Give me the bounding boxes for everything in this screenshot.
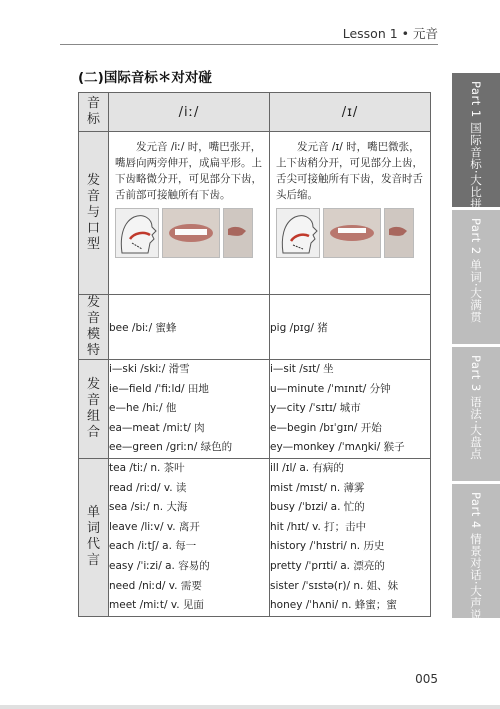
symbol-iː: /iː/ — [109, 93, 270, 132]
list-item: i—ski /skiː/ 滑雪 — [109, 363, 190, 375]
list-item: ee—green /griːn/ 绿色的 — [109, 441, 233, 454]
list-item: each /iːtʃ/ a. 每一 — [109, 540, 197, 553]
part-tabs — [452, 73, 500, 621]
row-label-pronunciation: 发 音 与 口 型 — [79, 132, 109, 295]
lips-front-image — [162, 208, 220, 258]
tab-label: Part 2 单词·大满贯 — [469, 218, 483, 323]
words-row — [79, 458, 431, 616]
mouth-images — [270, 206, 430, 268]
list-item: tea /tiː/ n. 茶叶 — [109, 461, 185, 474]
lips-side-image — [223, 208, 253, 258]
tab-part-2[interactable] — [452, 210, 500, 344]
combination-row — [79, 360, 431, 459]
mouth-cross-section-image — [276, 208, 320, 258]
word-list-iː — [109, 458, 270, 616]
list-item: sister /ˈsɪstə(r)/ n. 姐、妹 — [270, 579, 399, 592]
list-item: busy /ˈbɪzi/ a. 忙的 — [270, 501, 365, 514]
pronunciation-row — [79, 132, 431, 295]
list-item: mist /mɪst/ n. 薄雾 — [270, 481, 365, 494]
list-item: u—minute /ˈmɪnɪt/ 分钟 — [270, 382, 391, 395]
row-label-words: 单 词 代 言 — [79, 458, 109, 616]
row-label-symbol: 音 标 — [79, 93, 109, 132]
combination-list-ɪ — [270, 360, 431, 459]
list-item: read /riːd/ v. 读 — [109, 481, 187, 494]
symbol-row — [79, 93, 431, 132]
combination-list-iː — [109, 360, 270, 459]
mouth-cross-section-image — [115, 208, 159, 258]
list-item: leave /liːv/ v. 离开 — [109, 520, 200, 533]
row-label-model: 发 音 模 特 — [79, 295, 109, 360]
model-word-ɪ: pig /pɪg/ 猪 — [270, 295, 431, 360]
phonetic-comparison-table — [78, 92, 431, 617]
symbol-ɪ: /ɪ/ — [270, 93, 431, 132]
tab-label: Part 4 情景对话·大声说 — [469, 492, 483, 621]
tab-part-4[interactable] — [452, 484, 500, 621]
list-item: e—he /hiː/ 他 — [109, 402, 177, 415]
word-list-ɪ — [270, 458, 431, 616]
tab-label: Part 1 国际音标·大比拼 — [469, 81, 483, 210]
tab-label: Part 3 语法·大盘点 — [469, 355, 483, 460]
list-item: i—sit /sɪt/ 坐 — [270, 363, 334, 375]
page-bottom-band — [0, 705, 500, 709]
list-item: sea /siː/ n. 大海 — [109, 501, 188, 514]
list-item: meet /miːt/ v. 见面 — [109, 599, 204, 612]
list-item: e—begin /bɪˈgɪn/ 开始 — [270, 421, 382, 434]
pronunciation-cell-ɪ — [270, 132, 431, 295]
section-title: (二)国际音标＊对对碰 — [78, 70, 212, 86]
running-header: Lesson 1 • 元音 — [342, 26, 438, 41]
list-item: ea—meat /miːt/ 肉 — [109, 421, 205, 434]
lips-side-image — [384, 208, 414, 258]
lips-front-image — [323, 208, 381, 258]
model-row — [79, 295, 431, 360]
mouth-images — [109, 206, 269, 268]
list-item: honey /ˈhʌni/ n. 蜂蜜；蜜 — [270, 599, 397, 612]
page-number: 005 — [415, 672, 438, 686]
row-label-combination: 发 音 组 合 — [79, 360, 109, 459]
model-word-iː: bee /biː/ 蜜蜂 — [109, 295, 270, 360]
list-item: history /ˈhɪstri/ n. 历史 — [270, 540, 385, 553]
list-item: easy /ˈiːzi/ a. 容易的 — [109, 559, 210, 572]
list-item: ie—field /ˈfiːld/ 田地 — [109, 382, 209, 395]
pronunciation-cell-iː — [109, 132, 270, 295]
pronunciation-description: 发元音 /ɪ/ 时，嘴巴微张，上下齿稍分开，可见部分上齿，舌尖可接触所有下齿，发音时舌头后缩。 — [276, 141, 423, 201]
list-item: hit /hɪt/ v. 打；击中 — [270, 520, 367, 533]
list-item: ill /ɪl/ a. 有病的 — [270, 461, 344, 474]
list-item: pretty /ˈprɪti/ a. 漂亮的 — [270, 559, 385, 572]
header-rule — [60, 44, 438, 45]
list-item: ey—monkey /ˈmʌŋki/ 猴子 — [270, 441, 405, 454]
pronunciation-description: 发元音 /iː/ 时，嘴巴张开，嘴唇向两旁伸开，成扁平形。上下齿略微分开，可见部分下齿，舌前部可接触所有下齿。 — [115, 141, 262, 201]
tab-part-1[interactable] — [452, 73, 500, 210]
list-item: need /niːd/ v. 需要 — [109, 579, 202, 592]
tab-part-3[interactable] — [452, 347, 500, 481]
list-item: y—city /ˈsɪtɪ/ 城市 — [270, 402, 361, 415]
